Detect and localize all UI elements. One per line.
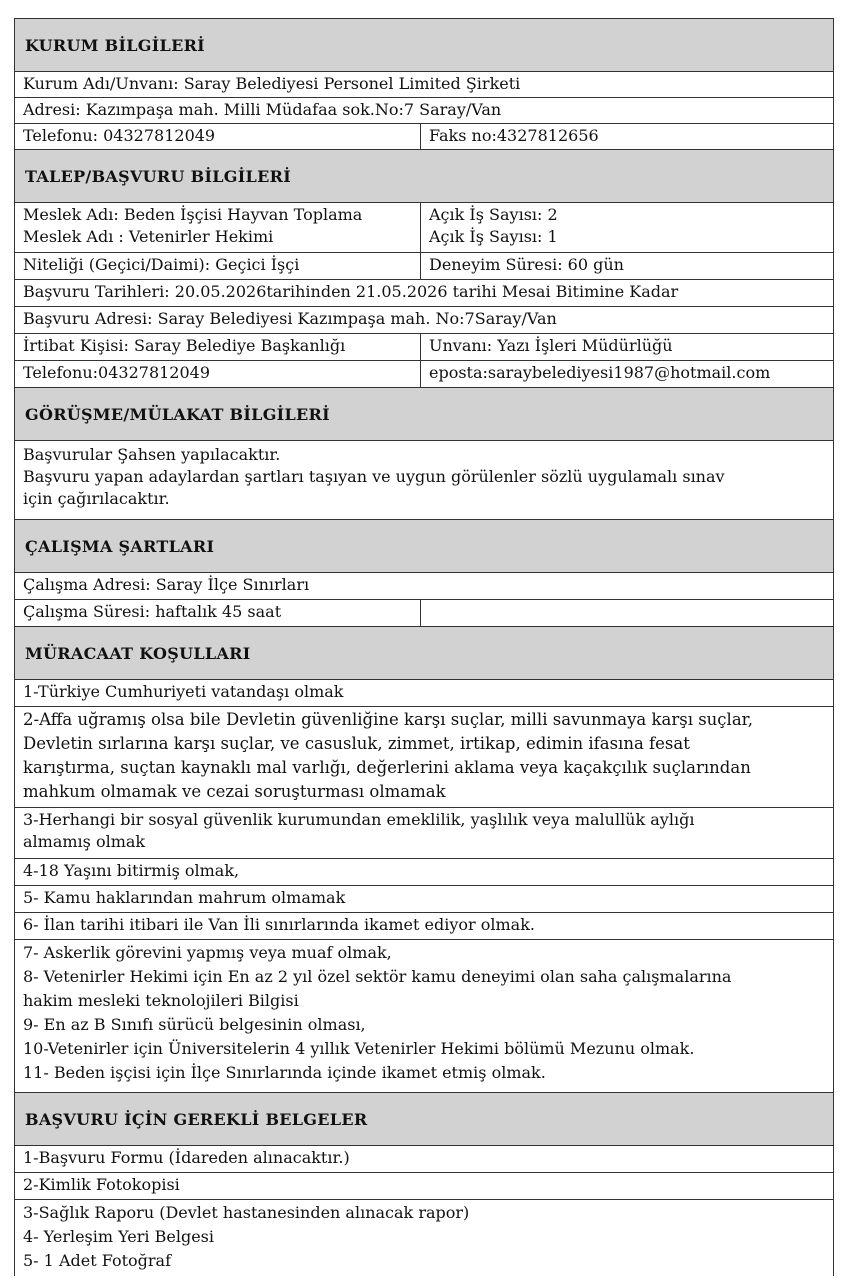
belge-line: 5- 1 Adet Fotoğraf (23, 1251, 171, 1270)
meslek-1: Meslek Adı: Beden İşçisi Hayvan Toplama (23, 205, 363, 224)
deneyim-suresi: Deneyim Süresi: 60 gün (429, 255, 624, 274)
acik-is-cell (421, 203, 833, 252)
row-kosul-6 (15, 913, 833, 940)
gorusme-line-2: Başvuru yapan adaylardan şartları taşıyan ve uygun görülenler sözlü uygulamalı sınav (23, 467, 725, 486)
kosul-line: 10-Vetenirler için Üniversitelerin 4 yıllık Vetenirler Hekimi bölümü Mezunu olmak. (23, 1039, 695, 1058)
basvuru-tarihleri: Başvuru Tarihleri: 20.05.2026tarihinden 21.05.2026 tarihi Mesai Bitimine Kadar (23, 282, 679, 301)
section-header-muracaat: MÜRACAAT KOŞULLARI (15, 627, 833, 680)
kosul-2-line: Devletin sırlarına karşı suçlar, ve casusluk, zimmet, irtikap, edimin ifasına fesat (23, 734, 690, 753)
irtibat-kisisi: İrtibat Kişisi: Saray Belediye Başkanlığı (15, 334, 421, 360)
gorusme-line-3: için çağırılacaktır. (23, 489, 170, 508)
row-calisma-adresi (15, 573, 833, 600)
niteligi: Niteliği (Geçici/Daimi): Geçici İşçi (15, 253, 421, 279)
kosul-2-line: mahkum olmamak ve cezai soruşturması olmamak (23, 782, 446, 801)
row-kosul-2 (15, 707, 833, 808)
belge-line: 3-Sağlık Raporu (Devlet hastanesinden alınacak rapor) (23, 1203, 470, 1222)
row-kurum-adi (15, 72, 833, 98)
talep-telefon: Telefonu:04327812049 (15, 361, 421, 387)
kosul-1: 1-Türkiye Cumhuriyeti vatandaşı olmak (23, 682, 344, 701)
kosul-line: 11- Beden işçisi için İlçe Sınırlarında içinde ikamet etmiş olmak. (23, 1063, 546, 1082)
basvuru-adresi: Başvuru Adresi: Saray Belediyesi Kazımpaşa mah. No:7Saray/Van (23, 309, 557, 328)
row-basvuru-tarihleri (15, 280, 833, 307)
kosul-3 (15, 808, 833, 858)
kosul-line: 9- En az B Sınıfı sürücü belgesinin olması, (23, 1015, 366, 1034)
row-niteligi (15, 253, 833, 280)
acik-is-sayisi-2: Açık İş Sayısı: 1 (429, 227, 558, 246)
row-kosul-5 (15, 886, 833, 913)
section-header-belgeler: BAŞVURU İÇİN GEREKLİ BELGELER (15, 1093, 833, 1146)
gorusme-text (15, 441, 833, 519)
kurum-adi: Kurum Adı/Unvanı: Saray Belediyesi Personel Limited Şirketi (23, 74, 521, 93)
row-kosul-4 (15, 859, 833, 886)
kurum-adres: Adresi: Kazımpaşa mah. Milli Müdafaa sok.No:7 Saray/Van (23, 100, 502, 119)
row-kurum-adres (15, 98, 833, 124)
meslek-cell (15, 203, 421, 252)
row-basvuru-adresi (15, 307, 833, 334)
section-header-gorusme: GÖRÜŞME/MÜLAKAT BİLGİLERİ (15, 388, 833, 441)
row-kosul-1 (15, 680, 833, 707)
belge-3-5 (15, 1200, 833, 1276)
kosul-3-line: 3-Herhangi bir sosyal güvenlik kurumundan emeklilik, yaşlılık veya malullük aylığı (23, 810, 695, 829)
kosul-6: 6- İlan tarihi itibari ile Van İli sınırlarında ikamet ediyor olmak. (23, 915, 535, 934)
kosul-line: 7- Askerlik görevini yapmış veya muaf olmak, (23, 943, 392, 962)
row-talep-telefon (15, 361, 833, 388)
kurum-faks: Faks no:4327812656 (429, 126, 599, 145)
row-belge-1 (15, 1146, 833, 1173)
row-calisma-suresi (15, 600, 833, 627)
kosul-line: 8- Vetenirler Hekimi için En az 2 yıl özel sektör kamu deneyimi olan saha çalışmalarına (23, 967, 732, 986)
acik-is-sayisi-1: Açık İş Sayısı: 2 (429, 205, 558, 224)
kosul-4: 4-18 Yaşını bitirmiş olmak, (23, 861, 240, 880)
calisma-suresi: Çalışma Süresi: haftalık 45 saat (15, 600, 421, 626)
kosul-3-line: almamış olmak (23, 832, 146, 851)
row-kosul-3 (15, 808, 833, 859)
kurum-telefon: Telefonu: 04327812049 (15, 124, 421, 149)
row-belge-3-5 (15, 1200, 833, 1276)
row-irtibat (15, 334, 833, 361)
row-kurum-telefon (15, 124, 833, 150)
belge-line: 4- Yerleşim Yeri Belgesi (23, 1227, 215, 1246)
kosul-2-line: karıştırma, suçtan kaynaklı mal varlığı, değerlerini aklama veya kaçakçılık suçlarından (23, 758, 751, 777)
unvani: Unvanı: Yazı İşleri Müdürlüğü (429, 336, 673, 355)
meslek-2: Meslek Adı : Vetenirler Hekimi (23, 227, 274, 246)
gorusme-line-1: Başvurular Şahsen yapılacaktır. (23, 445, 281, 464)
kosul-5: 5- Kamu haklarından mahrum olmamak (23, 888, 346, 907)
row-meslek (15, 203, 833, 253)
belge-2: 2-Kimlik Fotokopisi (23, 1175, 180, 1194)
empty-cell (421, 600, 833, 626)
job-posting-form (14, 18, 834, 1276)
row-belge-2 (15, 1173, 833, 1200)
eposta: eposta:saraybelediyesi1987@hotmail.com (429, 363, 771, 382)
belge-1: 1-Başvuru Formu (İdareden alınacaktır.) (23, 1148, 350, 1167)
row-gorusme (15, 441, 833, 520)
section-header-kurum: KURUM BİLGİLERİ (15, 19, 833, 72)
row-kosul-7-11 (15, 940, 833, 1093)
kosul-line: hakim mesleki teknolojileri Bilgisi (23, 991, 299, 1010)
kosul-7-11 (15, 940, 833, 1092)
section-header-calisma: ÇALIŞMA ŞARTLARI (15, 520, 833, 573)
kosul-2 (15, 707, 833, 807)
section-header-talep: TALEP/BAŞVURU BİLGİLERİ (15, 150, 833, 203)
calisma-adresi: Çalışma Adresi: Saray İlçe Sınırları (23, 575, 310, 594)
kosul-2-line: 2-Affa uğramış olsa bile Devletin güvenliğine karşı suçlar, milli savunmaya karşı suçlar, (23, 710, 753, 729)
